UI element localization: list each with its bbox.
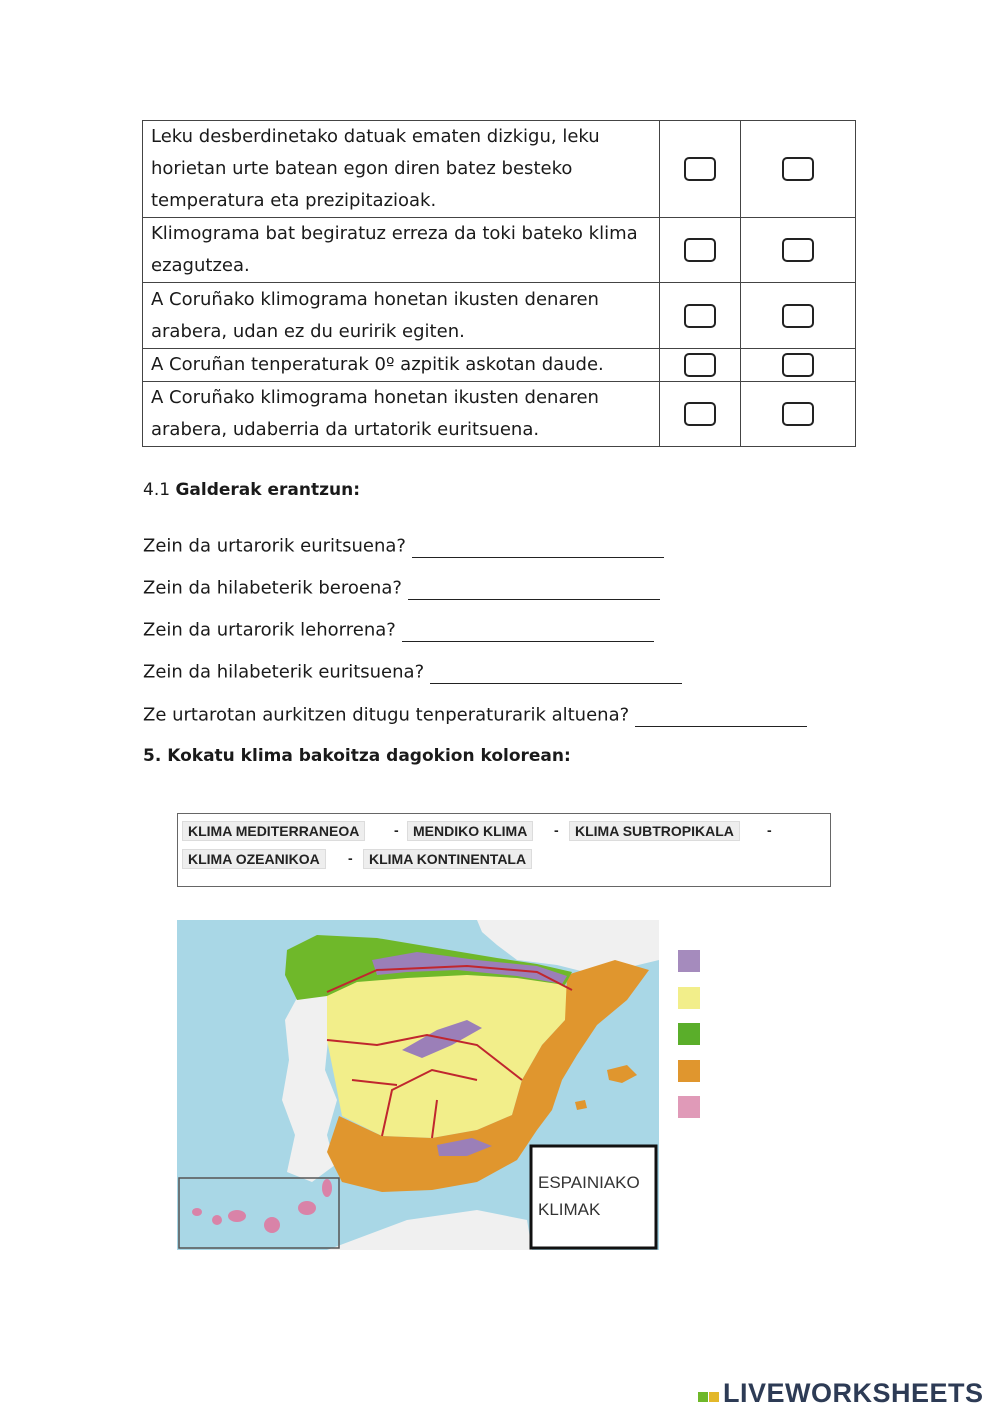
question-text: Zein da urtarorik lehorrena?: [143, 619, 396, 641]
question-line: [143, 619, 654, 642]
question-line: [143, 577, 660, 600]
canary-island: [212, 1215, 222, 1225]
legend-swatch: [678, 987, 700, 1009]
statement-text: Klimograma bat begiratuz erreza da toki bateko klima ezagutzea.: [143, 218, 660, 283]
checkbox-false[interactable]: [782, 157, 814, 181]
separator: -: [767, 822, 772, 838]
word-bank: [177, 813, 831, 887]
section-4-title: Galderak erantzun:: [175, 480, 360, 500]
word-chip-subtropical[interactable]: KLIMA SUBTROPIKALA: [569, 821, 740, 841]
checkbox-false[interactable]: [782, 353, 814, 377]
statement-row: [143, 218, 856, 283]
legend-swatch: [678, 950, 700, 972]
map-label-line2: KLIMAK: [538, 1200, 601, 1219]
question-line: [143, 535, 664, 558]
map-label-line1: ESPAINIAKO: [538, 1173, 640, 1192]
answer-input[interactable]: [430, 661, 682, 684]
separator: -: [394, 822, 399, 838]
map-label-box: [531, 1146, 656, 1248]
statement-row: [143, 283, 856, 349]
statement-row: [143, 382, 856, 447]
statement-text: A Coruñako klimograma honetan ikusten denaren arabera, udaberria da urtatorik euritsuena.: [143, 382, 660, 447]
section-4-number: 4.1: [143, 480, 171, 500]
answer-input[interactable]: [402, 619, 654, 642]
checkbox-true[interactable]: [684, 402, 716, 426]
liveworksheets-logo: [698, 1378, 984, 1409]
question-text: Zein da hilabeterik euritsuena?: [143, 661, 425, 683]
answer-input[interactable]: [408, 577, 660, 600]
legend-swatch: [678, 1096, 700, 1118]
canary-island: [264, 1217, 280, 1233]
section-4-heading: [143, 480, 360, 500]
separator: -: [554, 822, 559, 838]
legend-swatch: [678, 1023, 700, 1045]
question-text: Zein da hilabeterik beroena?: [143, 577, 402, 599]
canary-island: [322, 1179, 332, 1197]
word-chip-mountain[interactable]: MENDIKO KLIMA: [407, 821, 533, 841]
checkbox-true[interactable]: [684, 304, 716, 328]
word-chip-oceanic[interactable]: KLIMA OZEANIKOA: [182, 849, 326, 869]
canary-island: [298, 1201, 316, 1215]
statement-text: Leku desberdinetako datuak ematen dizkigu, leku horietan urte batean egon diren batez besteko temperatura eta prezipitazioak.: [143, 121, 660, 218]
statement-text: A Coruñan tenperaturak 0º azpitik askotan daude.: [143, 349, 660, 382]
checkbox-false[interactable]: [782, 304, 814, 328]
checkbox-false[interactable]: [782, 238, 814, 262]
statements-table: [142, 120, 856, 447]
answer-input[interactable]: [412, 535, 664, 558]
checkbox-true[interactable]: [684, 238, 716, 262]
word-chip-mediterranean[interactable]: KLIMA MEDITERRANEOA: [182, 821, 365, 841]
checkbox-true[interactable]: [684, 157, 716, 181]
checkbox-false[interactable]: [782, 402, 814, 426]
word-chip-continental[interactable]: KLIMA KONTINENTALA: [363, 849, 532, 869]
section-5-title: 5. Kokatu klima bakoitza dagokion kolorean:: [143, 746, 571, 766]
question-line: [143, 661, 682, 684]
question-text: Zein da urtarorik euritsuena?: [143, 535, 406, 557]
separator: -: [348, 850, 353, 866]
statement-text: A Coruñako klimograma honetan ikusten denaren arabera, udan ez du euririk egiten.: [143, 283, 660, 349]
question-line: [143, 704, 807, 727]
spain-climate-map: [177, 920, 659, 1250]
checkbox-true[interactable]: [684, 353, 716, 377]
logo-text: LIVEWORKSHEETS: [723, 1378, 984, 1408]
canary-island: [192, 1208, 202, 1216]
statement-row: [143, 349, 856, 382]
canary-island: [228, 1210, 246, 1222]
legend-swatch: [678, 1060, 700, 1082]
question-text: Ze urtarotan aurkitzen ditugu tenperaturarik altuena?: [143, 704, 630, 726]
statement-row: [143, 121, 856, 218]
answer-input[interactable]: [635, 704, 807, 727]
